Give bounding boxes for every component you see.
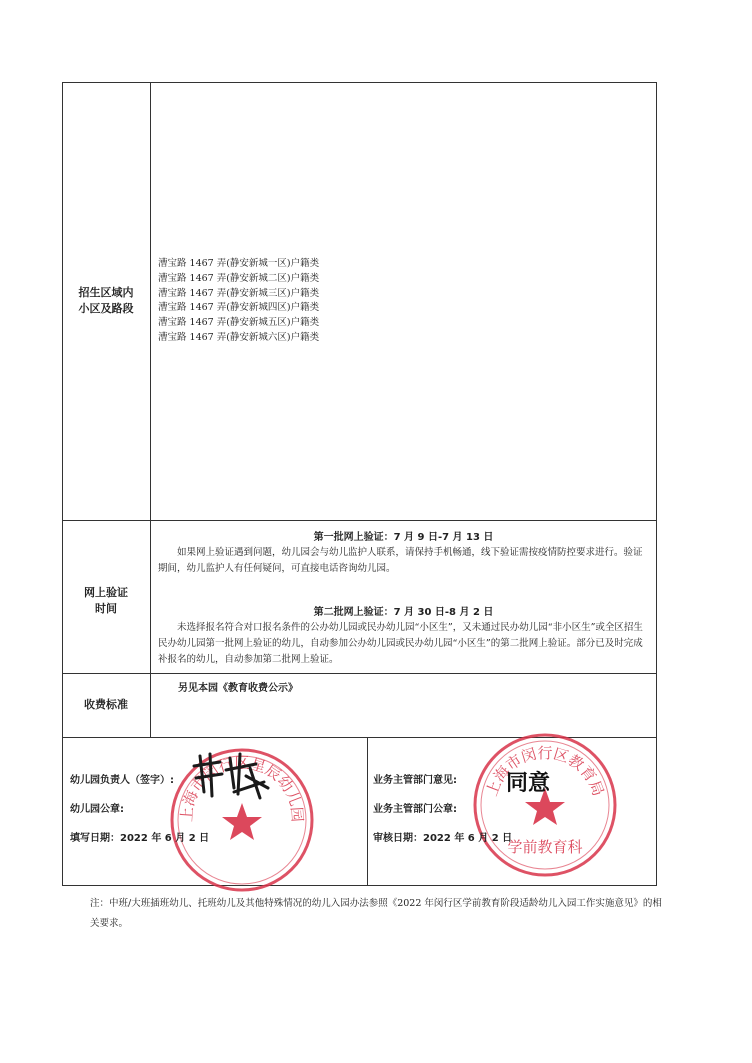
- handwritten-signature: [190, 748, 272, 804]
- address-list: [158, 257, 319, 346]
- address-item: 漕宝路 1467 弄(静安新城二区)户籍类: [158, 272, 320, 284]
- head-signature-label: 幼儿园负责人（签字）:: [70, 775, 174, 786]
- verify-label: [62, 585, 150, 617]
- seal-text: 上海市闵行区教育局: [482, 743, 608, 799]
- seal-star-icon: [222, 803, 262, 840]
- batch2-text: 未选择报名符合对口报名条件的公办幼儿园或民办幼儿园“小区生”，又未通过民办幼儿园“非小区生”或全区招生民办幼儿园第一批网上验证的幼儿，自动参加公办幼儿园或民办幼儿园“小区生”的第二批网上验证。部分已及时完成补报名的幼儿，自动参加第二批网上验证。: [158, 622, 643, 665]
- area-label-line: 招生区域内: [78, 286, 134, 299]
- seal-text: 上海市闵行区星辰幼儿园: [177, 753, 307, 823]
- fee-text: 另见本园《教育收费公示》: [178, 683, 298, 694]
- verify-label-line: 网上验证: [84, 586, 128, 599]
- fee-label: 收费标准: [84, 698, 128, 711]
- address-item: 漕宝路 1467 弄(静安新城六区)户籍类: [158, 331, 320, 343]
- batch1-text: 如果网上验证遇到问题，幼儿园会与幼儿监护人联系，请保持手机畅通，线下验证需按疫情防控要求进行。验证期间，幼儿监护人有任何疑问，可直接电话咨询幼儿园。: [158, 547, 643, 574]
- table-column-divider: [150, 82, 151, 737]
- address-item: 漕宝路 1467 弄(静安新城三区)户籍类: [158, 287, 320, 299]
- area-label-line: 小区及路段: [78, 302, 134, 315]
- row-divider: [62, 673, 657, 674]
- area-label: [62, 285, 150, 317]
- department-opinion-label: 业务主管部门意见:: [373, 775, 457, 786]
- kindergarten-seal-label: 幼儿园公章:: [70, 804, 124, 815]
- row-divider: [62, 520, 657, 521]
- education-bureau-seal: [470, 730, 620, 880]
- address-item: 漕宝路 1467 弄(静安新城一区)户籍类: [158, 258, 320, 269]
- department-seal-label: 业务主管部门公章:: [373, 804, 457, 815]
- batch2-title: 第二批网上验证：7 月 30 日-8 月 2 日: [313, 607, 494, 618]
- address-item: 漕宝路 1467 弄(静安新城四区)户籍类: [158, 302, 320, 314]
- fill-date: 填写日期：2022 年 6 月 2 日: [70, 833, 210, 844]
- batch1-title: 第一批网上验证：7 月 9 日-7 月 13 日: [313, 532, 494, 543]
- address-item: 漕宝路 1467 弄(静安新城五区)户籍类: [158, 317, 320, 329]
- verify-label-line: 时间: [95, 602, 117, 615]
- review-date: 审核日期：2022 年 6 月 2 日: [373, 833, 513, 844]
- footnote: 注：中班/大班插班幼儿、托班幼儿及其他特殊情况的幼儿入园办法参照《2022 年闵行区学前教育阶段适龄幼儿入园工作实施意见》的相关要求。: [90, 898, 662, 929]
- approval-text: 同意: [506, 771, 551, 796]
- seal-bottom-text: 学前教育科: [507, 838, 583, 856]
- signature-column-divider: [367, 737, 368, 886]
